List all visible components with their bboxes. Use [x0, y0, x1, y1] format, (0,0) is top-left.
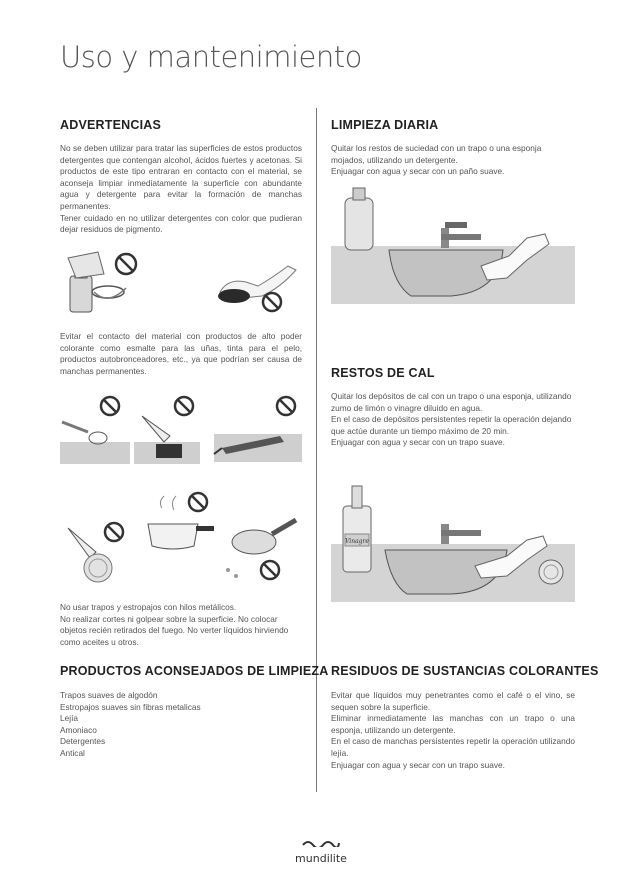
- list-item: Detergentes: [60, 736, 106, 747]
- hot-objects-illustration: [58, 488, 304, 588]
- tools-prohibited-illustration: [58, 392, 304, 468]
- residuos-para-1: Evitar que líquidos muy penetrantes como el café o el vino, se sequen sobre la superficie.: [331, 690, 575, 712]
- limpieza-para-2: Enjuagar con agua y secar con un paño suave.: [331, 166, 505, 177]
- advertencias-heading: ADVERTENCIAS: [60, 118, 162, 132]
- prohibited-icon: [175, 397, 193, 415]
- prohibited-icon: [189, 493, 207, 511]
- prohibited-icon: [116, 254, 136, 274]
- advertencias-text-4: [60, 602, 305, 648]
- residuos-heading: RESIDUOS DE SUSTANCIAS COLORANTES: [331, 664, 599, 678]
- vinegar-bottle-icon: [343, 486, 371, 572]
- hand-wiping-icon: [218, 266, 296, 303]
- advertencias-para-2: Tener cuidado en no utilizar detergentes con color que pudieran dejar residuos de pigmento.: [60, 212, 302, 235]
- productos-heading: PRODUCTOS ACONSEJADOS DE LIMPIEZA: [60, 664, 329, 678]
- residuos-para-2: Eliminar inmediatamente las manchas con un trapo o una esponja, utilizando un detergente.: [331, 713, 575, 735]
- cal-para-2: En el caso de depósitos persistentes repetir la operación dejando que actúe durante un tiempo máximo de 20 min.: [331, 414, 572, 436]
- wave-logo-icon: [301, 839, 341, 847]
- column-divider: [316, 108, 317, 792]
- hot-pot-icon: [148, 496, 214, 549]
- prohibited-icon: [105, 523, 123, 541]
- advertencias-para-3: Evitar el contacto del material con productos de alto poder colorante como esmalte para las uñas, tinta para el pelo, productos autobronceadores, etc., ya que podrían ser causa de manchas permanentes.: [60, 331, 302, 376]
- page-title: Uso y mantenimiento: [60, 40, 362, 74]
- residuos-para-3: En el caso de manchas persistentes repetir la operación utilizando lejía.: [331, 736, 575, 758]
- list-item: Trapos suaves de algodón: [60, 690, 158, 700]
- limpieza-para-1: Quitar los restos de suciedad con un trapo o una esponja mojados, utilizando un detergente.: [331, 143, 542, 165]
- productos-list: [60, 690, 305, 760]
- advertencias-para-1: No se deben utilizar para tratar las superficies de estos productos detergentes que contengan alcohol, ácidos fuertes y acetonas. Si productos de este tipo entraran en contacto con el material, se aconseja limpiar inmediatamente la superficie con abundante agua y detergente para evitar la formación de manchas permanentes.: [60, 143, 302, 211]
- faucet-icon: [441, 222, 481, 248]
- list-item: Lejía: [60, 713, 78, 724]
- cal-text: [331, 391, 576, 449]
- list-item: Amoniaco: [60, 724, 97, 735]
- vinegar-label: Vinagre: [345, 538, 369, 545]
- advertencias-text-1: [60, 143, 302, 236]
- brand-logo: [291, 834, 351, 865]
- vinegar-cleaning-illustration: [331, 480, 575, 604]
- lemon-icon: [539, 560, 563, 584]
- detergent-bottle-icon: [345, 188, 373, 250]
- prohibited-icon: [101, 397, 119, 415]
- metal-scourer-icon: [62, 422, 107, 444]
- cal-heading: RESTOS DE CAL: [331, 366, 435, 380]
- list-item: Antical: [60, 747, 85, 758]
- cal-para-3: Enjuagar con agua y secar con un trapo suave.: [331, 437, 505, 448]
- brand-name: mundilite: [295, 852, 347, 865]
- cal-para-1: Quitar los depósitos de cal con un trapo o una esponja, utilizando zumo de limón o vinagre diluido en agua.: [331, 391, 572, 413]
- residuos-text: [331, 690, 575, 771]
- advertencias-line: No realizar cortes ni golpear sobre la superficie. No colocar objetos recién retirados del fuego. No verter líquidos hirviendo como aceites u otros.: [60, 613, 289, 647]
- faucet-icon: [441, 524, 481, 544]
- sink-cleaning-illustration: [331, 184, 575, 306]
- limpieza-text: [331, 143, 576, 178]
- advertencias-line: No usar trapos y estropajos con hilos metálicos.: [60, 602, 237, 612]
- prohibited-icon: [277, 397, 295, 415]
- limpieza-heading: LIMPIEZA DIARIA: [331, 118, 439, 132]
- prohibited-icon: [261, 561, 279, 579]
- residuos-para-4: Enjuagar con agua y secar con un trapo suave.: [331, 759, 505, 770]
- prohibited-icon: [263, 293, 281, 311]
- list-item: Estropajos suaves sin fibras metalicas: [60, 701, 201, 712]
- chemical-products-illustration: [58, 248, 304, 318]
